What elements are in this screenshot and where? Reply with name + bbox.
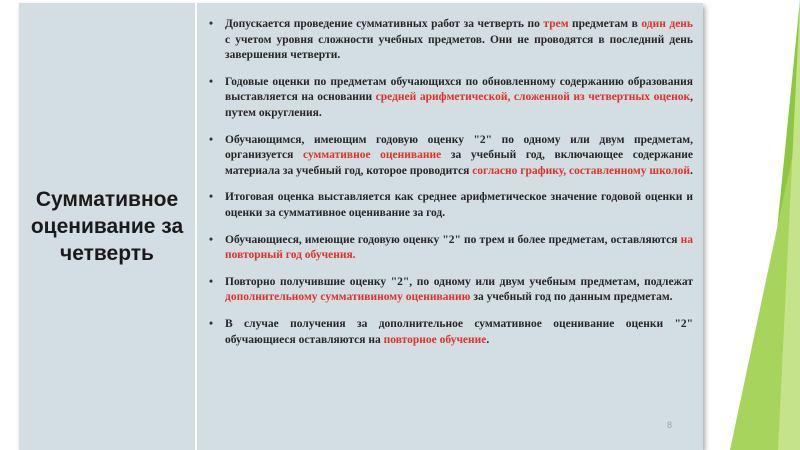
highlighted-text: средней арифметической, сложенной из четвертных оценок bbox=[375, 91, 691, 104]
bullet-text: Годовые оценки по предметам обучающихся по обновленному содержанию образования выставляется на основании bbox=[225, 75, 693, 104]
highlighted-text: согласно графику, составленному школой bbox=[472, 164, 690, 177]
bullet-text: Итоговая оценка выставляется как среднее арифметическое значение годовой оценки и оценки за суммативное оценивание за год. bbox=[225, 191, 693, 219]
bullet-marker: • bbox=[209, 191, 214, 204]
bullet-text: . bbox=[689, 164, 693, 177]
slide-number: 8 bbox=[667, 420, 673, 430]
bullet-text: предметам в bbox=[568, 18, 642, 30]
bullet-item bbox=[209, 17, 693, 64]
decorative-green-accent bbox=[700, 0, 800, 450]
bullet-marker: • bbox=[209, 275, 214, 288]
bullet-marker: • bbox=[209, 317, 214, 330]
bullet-item bbox=[209, 133, 693, 180]
bullet-item bbox=[209, 317, 693, 348]
bullet-item bbox=[209, 275, 693, 306]
bullet-text: Допускается проведение суммативных работ за четверть по bbox=[225, 18, 544, 30]
highlighted-text: суммативное оценивание bbox=[303, 149, 442, 162]
slide-title: Суммативное оценивание за четверть bbox=[30, 188, 184, 265]
bullet-text: за учебный год, включающее содержание материала за учебный год, которое проводится bbox=[225, 149, 694, 177]
bullet-text: Повторно получившие оценку "2", по одному или двум учебным предметам, подлежат bbox=[225, 275, 693, 288]
highlighted-text: один день bbox=[641, 18, 694, 30]
bullet-item bbox=[209, 233, 693, 264]
title-cell bbox=[19, 3, 195, 450]
bullet-marker: • bbox=[209, 233, 214, 246]
bullet-marker: • bbox=[209, 75, 214, 88]
slide-content-table bbox=[19, 3, 703, 450]
bullet-text-cell bbox=[197, 3, 703, 450]
highlighted-text: повторное обучение bbox=[383, 333, 487, 346]
bullet-item bbox=[209, 75, 693, 122]
bullet-list bbox=[209, 17, 693, 348]
bullet-text: В случае получения за дополнительное суммативное оценивание оценки "2" обучающиеся оставляются на bbox=[225, 317, 693, 346]
bullet-text: Обучающиеся, имеющие годовую оценку "2" по трем и более предметам, оставляются bbox=[225, 233, 681, 246]
bullet-text: с учетом уровня сложности учебных предметов. Они не проводятся в последний день завершения четверти. bbox=[225, 33, 693, 62]
bullet-marker: • bbox=[209, 133, 214, 146]
highlighted-text: на повторный год обучения. bbox=[225, 233, 693, 262]
highlighted-text: дополнительному суммативиному оцениванию bbox=[225, 291, 471, 304]
bullet-text: за учебный год по данным предметам. bbox=[470, 291, 673, 304]
bullet-text: , путем округления. bbox=[225, 91, 693, 119]
bullet-text: . bbox=[486, 333, 490, 346]
bullet-text: Обучающимся, имеющим годовую оценку "2" по одному или двум предметам, организуется bbox=[225, 133, 693, 162]
highlighted-text: трем bbox=[543, 18, 569, 30]
bullet-marker: • bbox=[209, 18, 214, 30]
bullet-item bbox=[209, 190, 693, 221]
